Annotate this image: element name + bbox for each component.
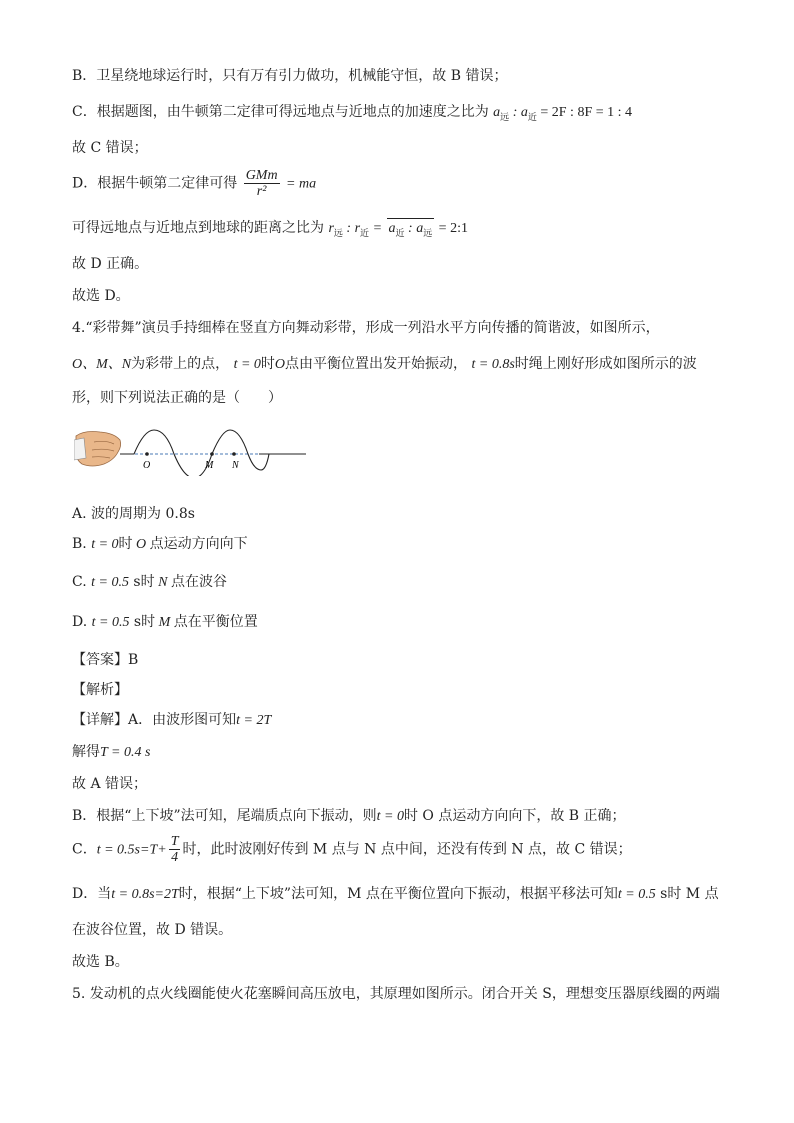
detail-a: 【详解】A．由波形图可知t = 2T: [72, 712, 272, 728]
line-d-conclusion: 故 D 正确。: [72, 256, 149, 272]
detail-d-cont: 在波谷位置，故 D 错误。: [72, 922, 233, 938]
detail-a-solve: 解得T = 0.4 s: [72, 744, 151, 760]
question-5: 5. 发动机的点火线圈能使火花塞瞬间高压放电，其原理如图所示。闭合开关 S，理想变压器原线圈的两端: [72, 986, 720, 1002]
wave-figure: [74, 424, 314, 476]
option-d: D. t = 0.5 s时 M 点在平衡位置: [72, 614, 258, 630]
line-distance-ratio: 可得远地点与近地点到地球的距离之比为 $r_远$ : $r_近 = a_近$ : $a_远$ = 2:1: [72, 218, 468, 243]
label-o: O: [143, 460, 151, 471]
hand-icon: [74, 432, 121, 467]
analysis-tag: 【解析】: [72, 682, 128, 698]
question-4-line1: 4.“彩带舞”演员手持细棒在竖直方向舞动彩带，形成一列沿水平方向传播的简谐波，如图所示，: [72, 320, 660, 336]
question-4-line3: 形，则下列说法正确的是（ ）: [72, 390, 282, 406]
detail-c: C．t = 0.5s=T+ $\frac{T}{4}$ 时，此时波刚好传到 M 点与 N 点中间，还没有传到 N 点，故 C 错误；: [72, 834, 632, 865]
t-quarter-fraction: $\frac{T}{4}$: [170, 834, 179, 865]
option-b: B. t = 0时 O 点运动方向向下: [72, 536, 248, 552]
point-n: [232, 452, 236, 456]
label-m: M: [205, 460, 214, 471]
line-choice: 故选 D。: [72, 288, 130, 304]
detail-d: D．当t = 0.8s=2T时，根据“上下坡”法可知，M 点在平衡位置向下振动，根据平移法可知t = 0.5 s时 M 点: [72, 886, 719, 902]
line-c-conclusion: 故 C 错误；: [72, 140, 148, 156]
option-a: A. 波的周期为 0.8s: [72, 506, 195, 522]
label-n: N: [232, 460, 239, 471]
option-c: C. t = 0.5 s时 N 点在波谷: [72, 574, 227, 590]
detail-choice: 故选 B。: [72, 954, 129, 970]
line-d: D．根据牛顿第二定律可得 $\frac{\text{GMm}}{\text{r²}}$ = ma: [72, 168, 317, 199]
point-o: [145, 452, 149, 456]
detail-b: B．根据“上下坡”法可知，尾端质点向下振动，则t = 0时 O 点运动方向向下，故 B 正确；: [72, 808, 626, 824]
question-4-line2: O、M、N为彩带上的点， t = 0时O点由平衡位置出发开始振动， t = 0.8s时绳上刚好形成如图所示的波: [72, 356, 697, 372]
line-c: C．根据题图，由牛顿第二定律可得远地点与近地点的加速度之比为 $a_远$ : $a_近 = 2F$ : 8F = 1 : 4: [72, 104, 633, 122]
detail-a-conclusion: 故 A 错误；: [72, 776, 148, 792]
gmm-fraction: $\frac{\text{GMm}}{\text{r²}}$: [245, 168, 278, 199]
distance-ratio: $r_远$ : $r_近 = a_近$ : $a_远$: [328, 221, 434, 236]
accel-ratio: $a_远$ : $a_近$: [493, 105, 537, 122]
point-m: [210, 452, 214, 456]
answer-tag: 【答案】B: [72, 652, 139, 668]
line-b: B．卫星绕地球运行时，只有万有引力做功，机械能守恒，故 B 错误；: [72, 68, 508, 84]
